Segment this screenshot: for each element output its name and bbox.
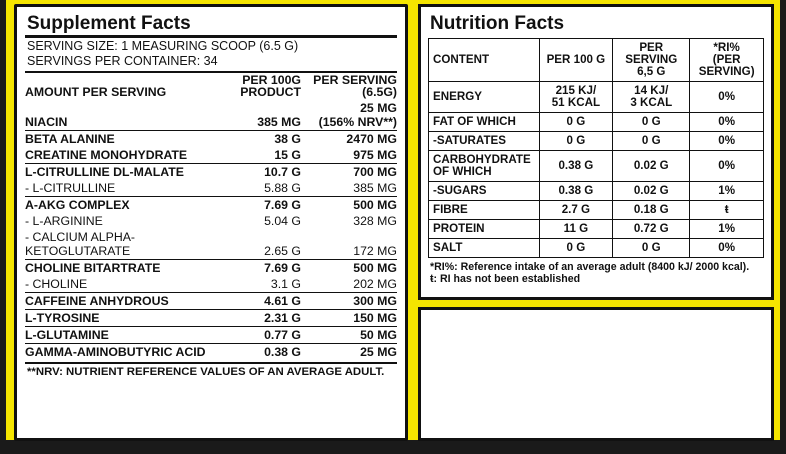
table-header-row [429,39,764,82]
ingredient-name: NIACIN [25,115,68,129]
ingredient-per-100g: 5.04 G [264,214,301,228]
table-row [429,113,764,132]
divider [25,362,397,364]
ingredient-per-serving: 202 MG [353,277,397,291]
ingredient-per-serving: 172 MG [353,244,397,258]
ingredient-name: - CALCIUM ALPHA-KETOGLUTARATE [25,230,136,258]
ingredient-per-100g: 2.65 G [264,244,301,258]
col-per-100g [223,73,301,100]
table-row [25,100,397,131]
table-row [429,132,764,151]
nutrient-label: -SATURATES [429,132,540,151]
nutrient-label: SALT [429,239,540,258]
ingredient-per-100g: 385 MG [257,115,301,129]
ingredient-per-serving [301,100,397,131]
nf-col-per-serving [613,39,690,82]
frame-right-edge [780,0,786,454]
ingredient-per-serving: 500 MG [301,197,397,214]
table-row [429,151,764,182]
ingredient-per-100g: 3.1 G [270,277,301,291]
ingredient-per-serving-line1: 25 MG [360,101,397,115]
ingredient-per-serving: 25 MG [301,344,397,361]
nf-col-per-serving-line2: 6,5 G [637,65,666,78]
table-row [25,147,397,164]
ingredient-per-serving: 975 MG [353,148,397,162]
table-row [429,182,764,201]
ingredient-per-serving: 2470 MG [301,131,397,148]
nutrient-per-serving: 0.02 G [613,182,690,201]
nutrient-per-100g: 0 G [539,113,613,132]
nutrient-label: FIBRE [429,201,540,220]
ingredient-name: CAFFEINE ANHYDROUS [25,293,223,310]
table-row [429,220,764,239]
ingredient-name: BETA ALANINE [25,131,223,148]
blank-info-panel [418,307,774,441]
ingredient-name: CHOLINE BITARTRATE [25,260,223,277]
frame-bottom-edge [0,440,786,454]
ingredient-name: - L-CITRULLINE [25,181,116,195]
ingredient-per-serving: 300 MG [301,293,397,310]
nutrient-per-serving [613,82,690,113]
ingredient-name: CREATINE MONOHYDRATE [25,148,188,162]
ingredient-name: L-TYROSINE [25,310,223,327]
table-row [25,213,397,229]
supplement-facts-table [25,73,397,360]
nutrient-per-serving: 0 G [613,239,690,258]
nutrition-facts-title: Nutrition Facts [430,13,565,34]
ingredient-per-serving: 700 MG [301,164,397,181]
ingredient-per-100g: 4.61 G [223,293,301,310]
supplement-facts-panel [14,4,408,441]
nutrient-per-100g: 0 G [539,132,613,151]
col-per-serving [301,73,397,100]
table-row [25,164,397,181]
table-row [25,276,397,293]
ingredient-name: - L-ARGININE [25,214,103,228]
nutrient-per-serving: 0 G [613,132,690,151]
ingredient-per-serving: 500 MG [301,260,397,277]
nf-col-per-100g: PER 100 G [539,39,613,82]
ingredient-per-100g: 7.69 G [223,260,301,277]
col-per-serving-line1: PER SERVING [313,73,397,87]
col-amount-per-serving: AMOUNT PER SERVING [25,85,167,99]
ingredient-per-100g: 15 G [274,148,301,162]
ingredient-name: L-CITRULLINE DL-MALATE [25,164,223,181]
ingredient-name: GAMMA-AMINOBUTYRIC ACID [25,344,223,361]
nutrient-per-serving-line2: 3 KCAL [630,96,673,109]
ingredient-per-100g: 0.38 G [223,344,301,361]
table-row [25,260,397,277]
supplement-facts-title: Supplement Facts [27,13,191,34]
table-row [25,327,397,344]
nutrient-label: FAT OF WHICH [429,113,540,132]
table-row [25,180,397,197]
ingredient-per-100g: 0.77 G [223,327,301,344]
table-row [25,131,397,148]
ingredient-per-100g: 2.31 G [223,310,301,327]
nutrient-ri: 0% [690,132,764,151]
table-row [25,229,397,260]
nutrient-ri: 1% [690,220,764,239]
ingredient-per-serving: 150 MG [301,310,397,327]
ingredient-per-serving: 328 MG [353,214,397,228]
table-row [25,293,397,310]
ingredient-name: L-GLUTAMINE [25,327,223,344]
ingredient-per-serving-line2: (156% NRV**) [318,115,397,129]
nutrient-per-100g-line2: 51 KCAL [551,96,601,109]
ingredient-per-100g: 10.7 G [223,164,301,181]
nutrition-footnote-line1: *RI%: Reference intake of an average adult (8400 kJ/ 2000 kcal). [430,261,750,273]
servings-per-container: SERVINGS PER CONTAINER: 34 [27,54,218,68]
nutrient-ri: 0% [690,82,764,113]
nutrient-label: ENERGY [429,82,540,113]
col-per-100g-line2: PRODUCT [240,85,301,99]
nutrient-per-serving: 0.02 G [613,151,690,182]
nutrient-ri: 0% [690,151,764,182]
ingredient-name: A-AKG COMPLEX [25,197,223,214]
table-header-row [25,73,397,100]
ingredient-per-100g: 7.69 G [223,197,301,214]
nf-col-ri-line1: *RI% [713,41,740,54]
nutrient-per-serving: 0.18 G [613,201,690,220]
frame-left-edge [0,0,6,454]
ingredient-per-serving: 50 MG [301,327,397,344]
nutrient-per-100g: 0.38 G [539,182,613,201]
nutrient-label: -SUGARS [429,182,540,201]
nutrition-footnote-line2: ŧ: RI has not been established [430,272,581,285]
table-row [429,201,764,220]
ingredient-per-100g: 5.88 G [264,181,301,195]
nutrient-per-100g: 2.7 G [539,201,613,220]
nutrient-label: PROTEIN [429,220,540,239]
nutrient-per-serving: 0 G [613,113,690,132]
ingredient-per-serving: 385 MG [353,181,397,195]
serving-size: SERVING SIZE: 1 MEASURING SCOOP (6.5 G) [27,39,299,53]
ingredient-per-100g: 38 G [223,131,301,148]
table-row [25,344,397,361]
nutrient-per-100g [539,82,613,113]
nf-col-ri-line2: (PER SERVING) [698,53,755,78]
nutrition-facts-panel [418,4,774,300]
table-row [25,310,397,327]
nutrient-per-100g: 11 G [539,220,613,239]
nf-col-per-serving-line1: PER SERVING [625,41,678,66]
nutrition-facts-table [428,38,764,258]
nf-col-content: CONTENT [429,39,540,82]
nutrient-per-100g: 0 G [539,239,613,258]
nutrient-per-100g: 0.38 G [539,151,613,182]
nf-col-ri [690,39,764,82]
nutrient-ri: 1% [690,182,764,201]
supplement-footnote: **NRV: NUTRIENT REFERENCE VALUES OF AN AVERAGE ADULT. [27,366,385,378]
nutrient-label: CARBOHYDRATE OF WHICH [429,151,540,182]
divider [25,35,397,38]
ingredient-name: - CHOLINE [25,277,88,291]
table-row [429,82,764,113]
col-per-serving-line2: (6.5G) [362,85,397,99]
table-row [25,197,397,214]
col-per-100g-line1: PER 100G [242,73,301,87]
nutrient-ri: 0% [690,113,764,132]
table-row [429,239,764,258]
nutrient-per-serving: 0.72 G [613,220,690,239]
nutrient-per-100g-line1: 215 KJ/ [555,84,597,97]
nutrient-per-serving-line1: 14 KJ/ [634,84,669,97]
nutrient-ri: 0% [690,239,764,258]
nutrient-ri: ŧ [690,201,764,220]
